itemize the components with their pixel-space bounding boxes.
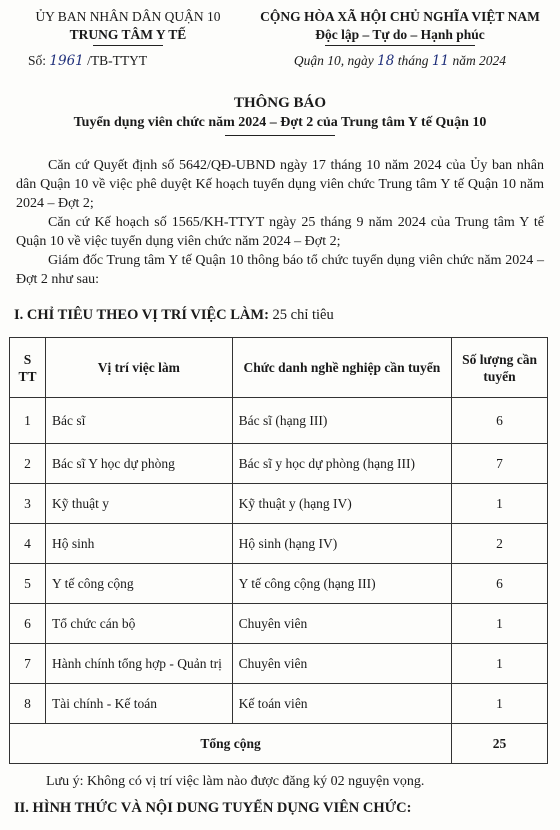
cell-title: Chuyên viên <box>232 644 452 684</box>
section-1-title: I. CHỈ TIÊU THEO VỊ TRÍ VIỆC LÀM: <box>14 307 269 323</box>
cell-stt: 6 <box>10 604 46 644</box>
cell-position: Bác sĩ <box>45 398 232 444</box>
cell-stt: 1 <box>10 398 46 444</box>
org-name: TRUNG TÂM Y TẾ <box>69 27 187 42</box>
table-row <box>10 484 548 524</box>
table-row <box>10 444 548 484</box>
cell-title: Bác sĩ (hạng III) <box>232 398 452 444</box>
cell-position: Bác sĩ Y học dự phòng <box>45 444 232 484</box>
doc-no-suffix: /TB-TTYT <box>83 53 148 68</box>
cell-stt: 2 <box>10 444 46 484</box>
paragraph-basis-1: Căn cứ Quyết định số 5642/QĐ-UBND ngày 17 tháng 10 năm 2024 của Ủy ban nhân dân Quận 10 về việc phê duyệt Kế hoạch tuyển dụng viên chức Trung tâm Y tế Quận 10 năm 2024 – Đợt 2; <box>16 158 544 211</box>
org-underline <box>93 45 163 46</box>
document-number <box>18 52 238 70</box>
cell-title: Kế toán viên <box>232 684 452 724</box>
cell-stt: 7 <box>10 644 46 684</box>
total-value: 25 <box>452 724 548 764</box>
cell-quantity: 2 <box>452 524 548 564</box>
document-date <box>250 52 550 70</box>
cell-title: Bác sĩ y học dự phòng (hạng III) <box>232 444 452 484</box>
section-1-heading <box>14 307 334 324</box>
section-2-heading: II. HÌNH THỨC VÀ NỘI DUNG TUYỂN DỤNG VIÊN CHỨC: <box>14 800 412 816</box>
cell-position: Tổ chức cán bộ <box>45 604 232 644</box>
cell-position: Y tế công cộng <box>45 564 232 604</box>
cell-title: Kỹ thuật y (hạng IV) <box>232 484 452 524</box>
nation-title: CỘNG HÒA XÃ HỘI CHỦ NGHĨA VIỆT NAM <box>260 9 540 24</box>
org-parent: ỦY BAN NHÂN DÂN QUẬN 10 <box>35 9 221 24</box>
cell-stt: 5 <box>10 564 46 604</box>
cell-quantity: 6 <box>452 398 548 444</box>
cell-quantity: 1 <box>452 684 548 724</box>
table-row <box>10 398 548 444</box>
date-part1: Quận 10, ngày <box>293 53 378 68</box>
motto-underline <box>325 45 475 46</box>
header-quantity: Số lượng cần tuyển <box>452 338 548 398</box>
paragraph-basis-2: Căn cứ Kế hoạch số 1565/KH-TTYT ngày 25 tháng 9 năm 2024 của Trung tâm Y tế Quận 10 về việc tuyển dụng viên chức năm 2024 – Đợt 2; <box>16 215 544 249</box>
header-stt: S TT <box>10 338 46 398</box>
document-subtitle: Tuyển dụng viên chức năm 2024 – Đợt 2 của Trung tâm Y tế Quận 10 <box>73 115 487 130</box>
cell-quantity: 6 <box>452 564 548 604</box>
subtitle-underline <box>225 135 335 136</box>
cell-title: Y tế công cộng (hạng III) <box>232 564 452 604</box>
note: Lưu ý: Không có vị trí việc làm nào được đăng ký 02 nguyện vọng. <box>46 774 425 789</box>
header-title: Chức danh nghề nghiệp cần tuyển <box>232 338 452 398</box>
cell-position: Tài chính - Kế toán <box>45 684 232 724</box>
header-position: Vị trí việc làm <box>45 338 232 398</box>
table-row <box>10 684 548 724</box>
doc-no-prefix: Số: <box>28 53 50 68</box>
date-part3: năm 2024 <box>449 53 507 68</box>
cell-quantity: 7 <box>452 444 548 484</box>
paragraph-announcement: Giám đốc Trung tâm Y tế Quận 10 thông báo tổ chức tuyển dụng viên chức năm 2024 – Đợt 2 như sau: <box>16 253 544 287</box>
cell-quantity: 1 <box>452 644 548 684</box>
table-row <box>10 564 548 604</box>
national-header-block <box>250 8 550 70</box>
cell-position: Kỹ thuật y <box>45 484 232 524</box>
doc-no-handwritten: 1961 <box>49 53 84 69</box>
table-header-row <box>10 338 548 398</box>
table-row <box>10 524 548 564</box>
motto: Độc lập – Tự do – Hạnh phúc <box>315 27 485 42</box>
cell-stt: 4 <box>10 524 46 564</box>
table-row <box>10 644 548 684</box>
cell-stt: 3 <box>10 484 46 524</box>
cell-position: Hành chính tổng hợp - Quản trị <box>45 644 232 684</box>
cell-title: Hộ sinh (hạng IV) <box>232 524 452 564</box>
cell-title: Chuyên viên <box>232 604 452 644</box>
date-month: 11 <box>431 53 450 69</box>
date-part2: tháng <box>394 53 432 68</box>
issuing-authority-block <box>18 8 238 70</box>
document-title: THÔNG BÁO <box>233 95 327 111</box>
section-1-quota: 25 chỉ tiêu <box>268 307 334 323</box>
total-label: Tổng cộng <box>10 724 452 764</box>
cell-quantity: 1 <box>452 604 548 644</box>
table-total-row <box>10 724 548 764</box>
cell-stt: 8 <box>10 684 46 724</box>
cell-quantity: 1 <box>452 484 548 524</box>
table-row <box>10 604 548 644</box>
recruitment-table <box>9 337 548 764</box>
date-day: 18 <box>377 53 395 69</box>
cell-position: Hộ sinh <box>45 524 232 564</box>
